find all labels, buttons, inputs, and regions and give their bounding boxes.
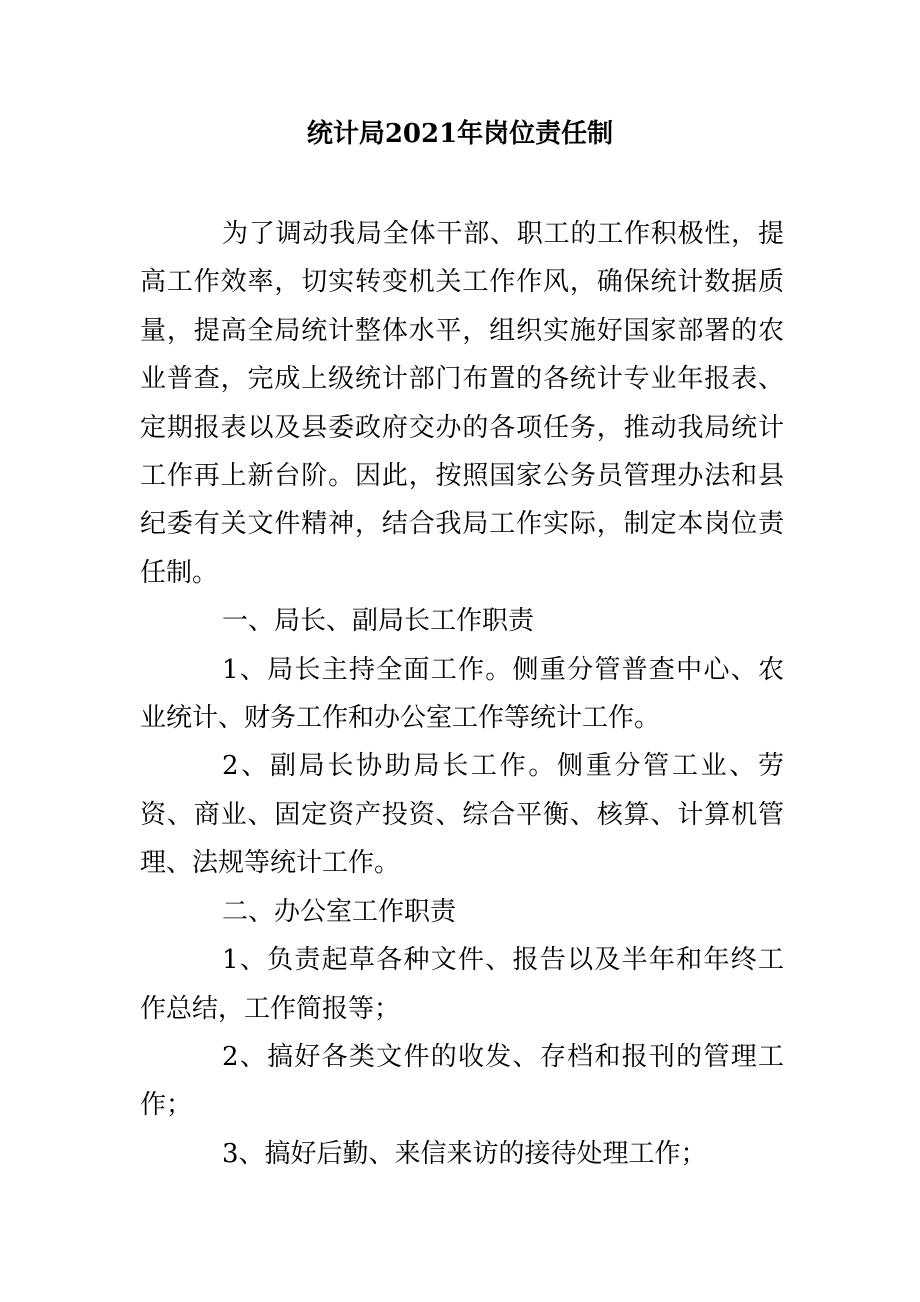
intro-paragraph: 为了调动我局全体干部、职工的工作积极性，提高工作效率，切实转变机关工作作风，确保统计数据质量，提高全局统计整体水平，组织实施好国家部署的农业普查，完成上级统计部门布置的各统计专业年报表、定期报表以及县委政府交办的各项任务，推动我局统计工作再上新台阶。因此，按照国家公务员管理办法和县纪委有关文件精神，结合我局工作实际，制定本岗位责任制。 <box>140 219 784 588</box>
office-duty-item-2: 2、搞好各类文件的收发、存档和报刊的管理工作； <box>140 1041 784 1121</box>
director-duty-item-2: 2、副局长协助局长工作。侧重分管工业、劳资、商业、固定资产投资、综合平衡、核算、计算机管理、法规等统计工作。 <box>140 751 784 879</box>
office-duty-item-3: 3、搞好后勤、来信来访的接待处理工作； <box>222 1138 707 1169</box>
document-body <box>140 210 784 1178</box>
section-heading-office-duties: 二、办公室工作职责 <box>222 896 457 927</box>
section-heading-director-duties: 一、局长、副局长工作职责 <box>222 606 535 637</box>
office-duty-item-1: 1、负责起草各种文件、报告以及半年和年终工作总结，工作简报等； <box>140 945 784 1024</box>
director-duty-item-1: 1、局长主持全面工作。侧重分管普查中心、农业统计、财务工作和办公室工作等统计工作。 <box>140 654 784 734</box>
document-title: 统计局2021年岗位责任制 <box>306 119 614 149</box>
